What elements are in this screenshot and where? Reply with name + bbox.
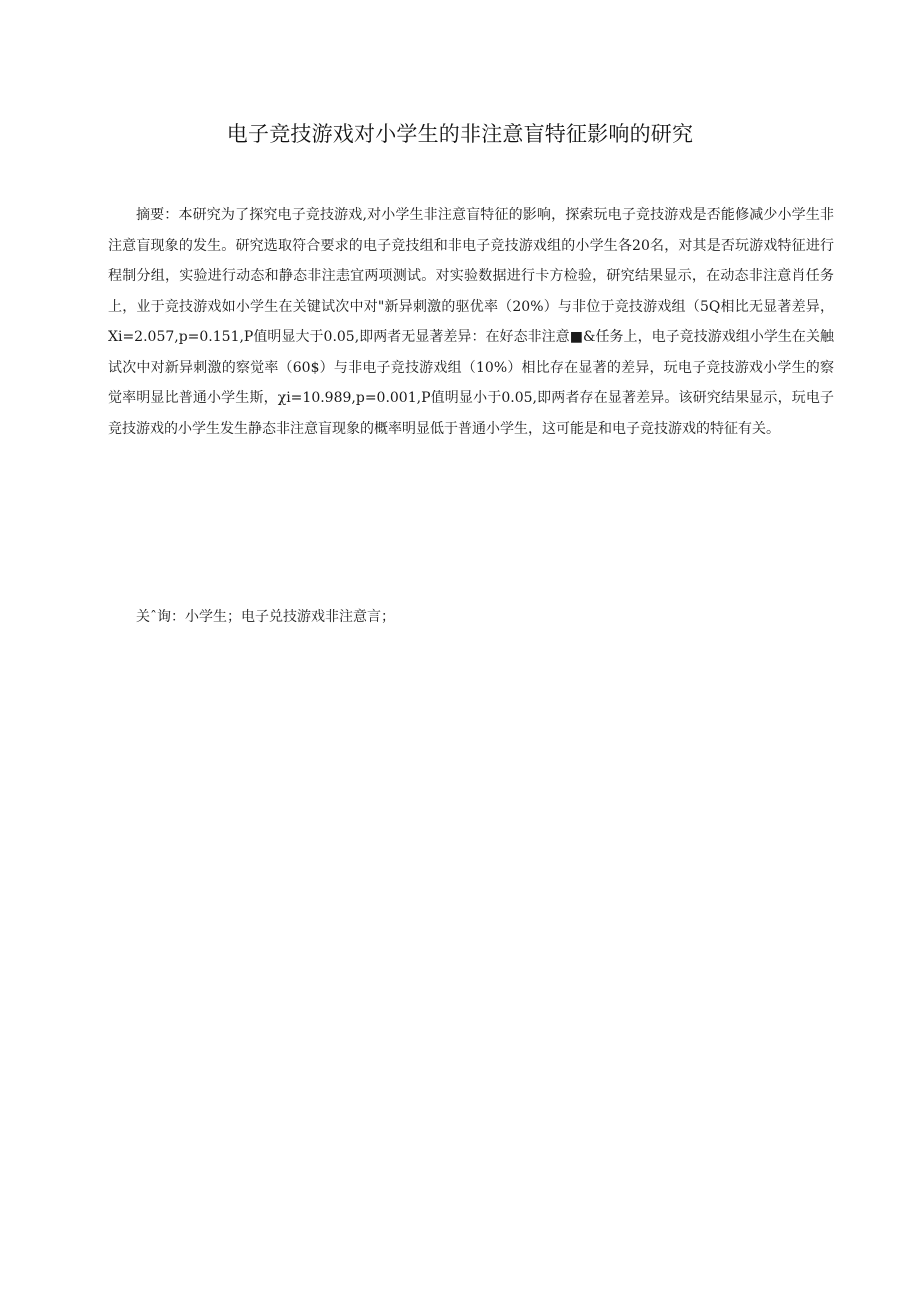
keywords-line: 关ˆ询：小学生；电子兑技游戏非注意言； [136,609,395,625]
abstract-paragraph: 摘要：本研究为了探究电子竞技游戏,对小学生非注意盲特征的影响，探索玩电子竞技游戏是否能修减少小学生非注意盲现象的发生。研究选取符合要求的电子竞技组和非电子竞技游戏组的小学生各20名，对其是否玩游戏特征进行程制分组，实验进行动态和静态非注恚宜两项测试。对实验数据进行卡方检验，研究结果显示，在动态非注意肖任务上，业于竞技游戏如小学生在关键试次中对"新异刺激的驱优率（20%）与非位于竞技游戏组（5Q相比无显著差异，Xi=2.057,p=0.151,P值明显大于0.05,即两者无显著差异：在好态非注意■&任务上，电子竞技游戏组小学生在关触试次中对新异刺激的察觉率（60$）与非电子竞技游戏组（10%）相比存在显著的差异，玩电子竞技游戏小学生的察觉率明显比普通小学生斯，χi=10.989,p=0.001,P值明显小于0.05,即两者存在显著差异。该研究结果显示，玩电子竞技游戏的小学生发生静态非注意盲现象的概率明显低于普通小学生，这可能是和电子竞技游戏的特征有关。 [108,207,834,437]
paper-title: 电子竞技游戏对小学生的非注意盲特征影响的研究 [226,122,694,146]
